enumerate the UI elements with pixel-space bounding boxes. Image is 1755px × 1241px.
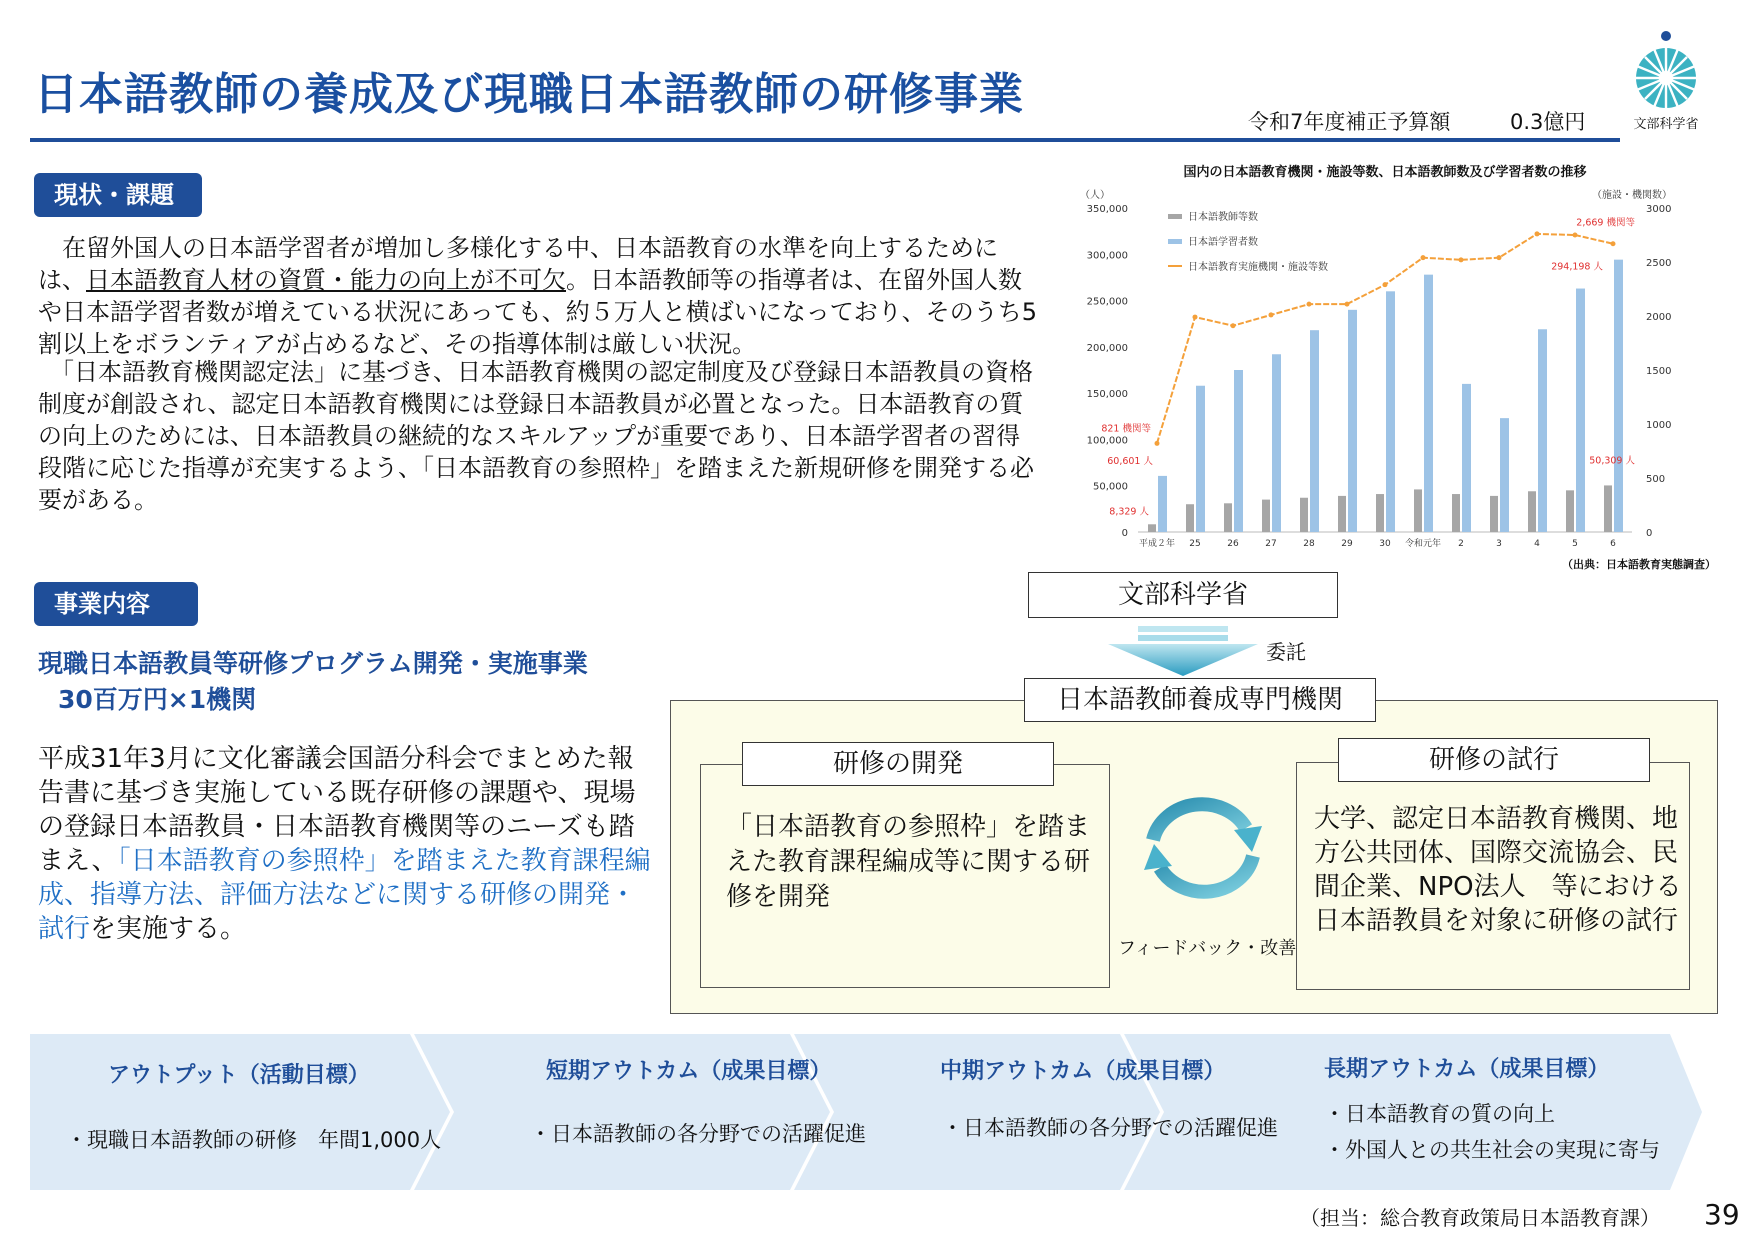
mid-outcome-item: ・日本語教師の各分野での活躍促進 xyxy=(942,1116,1278,1140)
point-institutions xyxy=(1497,255,1502,260)
program-heading xyxy=(38,646,588,718)
mext-box: 文部科学省 xyxy=(1028,572,1338,618)
x-tick-label: 30 xyxy=(1379,539,1391,549)
right-tick-label: 2500 xyxy=(1646,258,1672,269)
budget-label: 令和7年度補正予算額 xyxy=(1248,110,1451,134)
legend-teachers: 日本語教師等数 xyxy=(1188,212,1258,223)
status-text-underline: 日本語教育人材の資質・能力の向上が不可欠 xyxy=(86,266,566,294)
legend-institutions: 日本語教育実施機関・施設等数 xyxy=(1188,262,1328,273)
short-outcome-title: 短期アウトカム（成果目標） xyxy=(546,1059,832,1084)
left-tick-label: 300,000 xyxy=(1086,250,1128,262)
x-tick-label: 29 xyxy=(1341,539,1353,549)
status-paragraph-2 xyxy=(38,356,1040,516)
program-text-b: を実施する。 xyxy=(90,914,247,944)
right-tick-label: 3000 xyxy=(1646,204,1672,215)
mid-outcome-title: 中期アウトカム（成果目標） xyxy=(940,1059,1226,1084)
point-institutions xyxy=(1193,315,1198,320)
x-tick-label: 5 xyxy=(1572,539,1578,549)
bar-learners xyxy=(1234,370,1243,532)
x-tick-label: 令和元年 xyxy=(1404,539,1442,549)
status-badge: 現状・課題 xyxy=(34,173,202,217)
point-institutions xyxy=(1269,312,1274,317)
legend-swatch-learners xyxy=(1168,239,1182,244)
bar-teachers xyxy=(1452,494,1460,532)
long-outcome-item-1: ・日本語教育の質の向上 xyxy=(1324,1102,1555,1126)
bar-learners xyxy=(1538,329,1547,532)
bar-learners xyxy=(1576,289,1585,532)
bar-learners xyxy=(1614,260,1623,532)
left-tick-label: 100,000 xyxy=(1086,435,1128,447)
long-outcome-item-2: ・外国人との共生社会の実現に寄与 xyxy=(1324,1138,1660,1162)
program-text-a: 平成31年3月に文化審議会国語分科会でまとめた報告書に基づき実施している既存研修の課題や、現場の登録日本語教員・日本語教育機関等のニーズも踏まえ、 xyxy=(38,744,636,876)
bar-teachers xyxy=(1604,485,1612,532)
program-budget: 30百万円×1機関 xyxy=(58,685,257,714)
program-text-blue: 「日本語教育の参照枠」を踏まえた教育課程編成、指導方法、評価方法などに関する研修の開発・試行 xyxy=(38,846,651,944)
bar-teachers xyxy=(1566,490,1574,532)
title-rule xyxy=(30,138,1620,142)
bar-teachers xyxy=(1338,496,1346,532)
institution-box: 日本語教師養成専門機関 xyxy=(1024,678,1376,722)
page-number: 39 xyxy=(1704,1198,1740,1231)
point-institutions xyxy=(1345,302,1350,307)
bar-learners xyxy=(1462,384,1471,532)
right-tick-label: 1000 xyxy=(1646,420,1672,431)
entrust-label: 委託 xyxy=(1266,640,1306,664)
left-axis-unit: （人） xyxy=(1080,190,1110,201)
bar-teachers xyxy=(1300,498,1308,532)
bar-learners xyxy=(1272,354,1281,532)
program-description xyxy=(38,742,658,946)
point-institutions xyxy=(1421,255,1426,260)
status-text-b: 。日本語教師等の指導者は、在留外国人数や日本語学習者数が増えている状況にあっても、約５万人と横ばいになっており、そのうち5割以上をボランティアが占めるなど、その指導体制は厳しい状況。 xyxy=(38,266,1038,358)
bar-teachers xyxy=(1490,496,1498,532)
x-tick-label: 28 xyxy=(1303,539,1315,549)
point-institutions xyxy=(1535,231,1540,236)
data-annotation: 8,329 人 xyxy=(1109,506,1149,518)
x-tick-label: 平成２年 xyxy=(1138,539,1176,549)
trial-title: 研修の試行 xyxy=(1338,738,1650,782)
x-tick-label: 6 xyxy=(1610,539,1616,549)
logo-text: 文部科学省 xyxy=(1633,117,1699,132)
dev-title: 研修の開発 xyxy=(742,742,1054,786)
bar-teachers xyxy=(1224,503,1232,532)
bar-teachers xyxy=(1262,500,1270,532)
point-institutions xyxy=(1611,241,1616,246)
bar-teachers xyxy=(1186,504,1194,532)
x-tick-label: 25 xyxy=(1189,539,1201,549)
x-tick-label: 3 xyxy=(1496,539,1502,549)
bar-learners xyxy=(1386,291,1395,532)
x-tick-label: 26 xyxy=(1227,539,1239,549)
bar-learners xyxy=(1424,275,1433,532)
right-tick-label: 500 xyxy=(1646,474,1666,485)
left-tick-label: 0 xyxy=(1121,528,1128,539)
point-institutions xyxy=(1307,302,1312,307)
right-tick-label: 0 xyxy=(1646,528,1653,539)
mext-logo xyxy=(1620,28,1712,132)
right-tick-label: 2000 xyxy=(1646,312,1672,323)
left-tick-label: 250,000 xyxy=(1086,296,1128,308)
status-text-2: 「日本語教育機関認定法」に基づき、日本語教育機関の認定制度及び登録日本語教員の資格制度が創設され、認定日本語教育機関には登録日本語教員が必置となった。日本語教育の質の向上のためには、日本語教員の継続的なスキルアップが重要であり、日本語学習者の習得段階に応じた指導が充実するよう、「日本語教育の参照枠」を踏まえた新規研修を開発する必要がある。 xyxy=(38,358,1034,514)
right-axis-unit: （施設・機関数） xyxy=(1592,190,1672,201)
chart-source: （出典：日本語教育実態調査） xyxy=(1562,558,1716,571)
bar-learners xyxy=(1500,418,1509,532)
output-title: アウトプット（活動目標） xyxy=(108,1063,370,1088)
business-badge: 事業内容 xyxy=(34,582,198,626)
left-tick-label: 350,000 xyxy=(1086,204,1128,215)
bar-learners xyxy=(1158,476,1167,532)
bar-teachers xyxy=(1376,494,1384,532)
data-annotation: 294,198 人 xyxy=(1551,261,1603,273)
status-text-a: 在留外国人の日本語学習者が増加し多様化する中、日本語教育の水準を向上するためには、 xyxy=(38,234,998,294)
point-institutions xyxy=(1459,257,1464,262)
legend-swatch-teachers xyxy=(1168,214,1182,219)
data-annotation: 821 機関等 xyxy=(1101,423,1151,435)
point-institutions xyxy=(1573,233,1578,238)
output-item: ・現職日本語教師の研修 年間1,000人 xyxy=(66,1128,442,1152)
left-tick-label: 200,000 xyxy=(1086,342,1128,354)
dev-body: 「日本語教育の参照枠」を踏まえた教育課程編成等に関する研修を開発 xyxy=(726,812,1091,912)
legend-learners: 日本語学習者数 xyxy=(1188,237,1258,248)
left-tick-label: 150,000 xyxy=(1086,389,1128,401)
left-tick-label: 50,000 xyxy=(1093,481,1128,493)
bar-learners xyxy=(1310,330,1319,532)
data-annotation: 2,669 機関等 xyxy=(1576,217,1635,229)
short-outcome-item: ・日本語教師の各分野での活躍促進 xyxy=(530,1122,866,1146)
down-arrow-icon xyxy=(1108,626,1258,676)
point-institutions xyxy=(1383,282,1388,287)
feedback-label: フィードバック・改善 xyxy=(1118,938,1297,959)
trial-body: 大学、認定日本語教育機関、地方公共団体、国際交流協会、民間企業、NPO法人 等における日本語教員を対象に研修の試行 xyxy=(1314,804,1682,936)
contact-note: （担当：総合教育政策局日本語教育課） xyxy=(1300,1206,1660,1230)
trend-chart xyxy=(1060,160,1716,580)
program-title: 現職日本語教員等研修プログラム開発・実施事業 xyxy=(38,649,588,678)
chart-title: 国内の日本語教育機関・施設等数、日本語教師数及び学習者数の推移 xyxy=(1183,165,1587,180)
bar-learners xyxy=(1196,386,1205,532)
cycle-arrows-icon xyxy=(1128,788,1278,908)
status-paragraph-1 xyxy=(38,232,1040,360)
point-institutions xyxy=(1155,441,1160,446)
x-tick-label: 4 xyxy=(1534,539,1540,549)
budget-value: 0.3億円 xyxy=(1510,110,1586,134)
data-annotation: 50,309 人 xyxy=(1589,455,1635,467)
bar-teachers xyxy=(1148,524,1156,532)
page-title: 日本語教師の養成及び現職日本語教師の研修事業 xyxy=(34,69,1024,120)
data-annotation: 60,601 人 xyxy=(1107,455,1153,467)
x-tick-label: 2 xyxy=(1458,539,1464,549)
x-tick-label: 27 xyxy=(1265,539,1277,549)
bar-learners xyxy=(1348,310,1357,532)
point-institutions xyxy=(1231,323,1236,328)
long-outcome-title: 長期アウトカム（成果目標） xyxy=(1324,1057,1610,1082)
bar-teachers xyxy=(1528,491,1536,532)
right-tick-label: 1500 xyxy=(1646,366,1672,377)
bar-teachers xyxy=(1414,489,1422,532)
